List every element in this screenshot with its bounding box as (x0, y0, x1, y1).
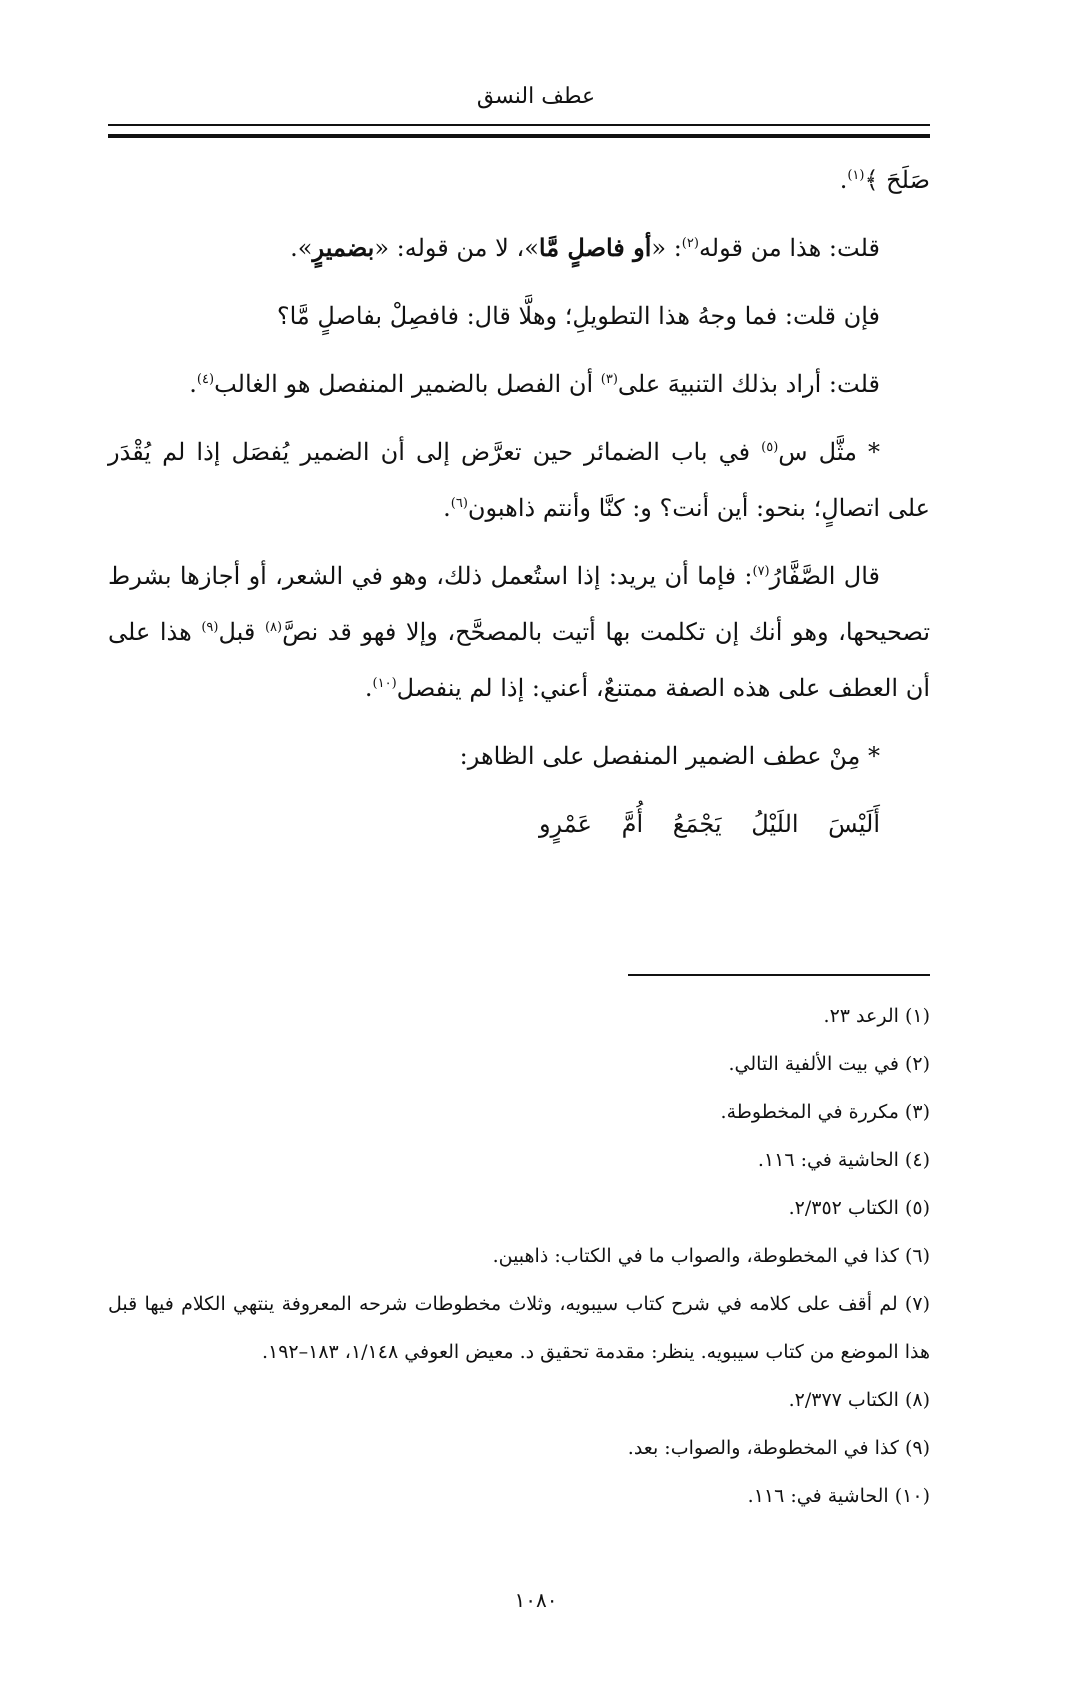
main-text (108, 152, 930, 864)
footnote: (٨) الكتاب ٢/٣٧٧. (788, 1389, 930, 1411)
footnote-ref: (١) (847, 168, 865, 183)
footnote-ref: (٤) (196, 372, 215, 387)
bold-quote: بضميرٍ (312, 233, 375, 262)
footnote: (٤) الحاشية في: ١١٦. (757, 1149, 930, 1171)
bold-quote: أو فاصلٍ مَّا (538, 233, 652, 262)
paragraph-2: فإن قلت: فما وجهُ هذا التطويلِ؛ وهلَّا قال: فافصِلْ بفاصلٍ مَّا؟ (276, 302, 880, 330)
running-title: عطف النسق (476, 84, 596, 109)
footnote: (٧) لم أقف على كلامه في شرح كتاب سيبويه، وثلاث مخطوطات شرحه المعروفة ينتهي الكلام فيها قبل هذا الموضع من كتاب سيبويه. ينظر: مقدمة تحقيق د. معيض العوفي ١/١٤٨، ١٨٣–١٩٢. (108, 1293, 930, 1363)
paragraph-4: * مثَّل س$^{(٥)}$ في باب الضمائر حين تعرَّض إلى أن الضمير يُفصَل إذا لم يُقْدَر على اتصالٍ؛ بنحو: أين أنت؟ و: كنَّا وأنتم ذاهبون$^{(٦)}$. (108, 438, 930, 522)
footnote: (١) الرعد ٢٣. (823, 1005, 930, 1027)
header-rule-thick (108, 134, 930, 138)
footnote: (٢) في بيت الألفية التالي. (728, 1053, 930, 1075)
paragraph-3: قلت: أراد بذلك التنبيهَ على$^{(٣)}$ أن الفصل بالضمير المنفصل هو الغالب$^{(٤)}$. (189, 370, 880, 398)
footnote-ref: (٣) (600, 372, 618, 387)
footnotes (108, 992, 930, 1520)
paragraph-1: قلت: هذا من قوله$^{(٢)}$: «أو فاصلٍ مَّا»، لا من قوله: «بضميرٍ». (290, 233, 880, 262)
footnote: (٣) مكررة في المخطوطة. (720, 1101, 930, 1123)
footnote-ref: (٩) (201, 620, 219, 635)
footnote: (٦) كذا في المخطوطة، والصواب ما في الكتاب: ذاهبين. (492, 1245, 930, 1267)
paragraph-0: صَلَحَ ﴾$^{(١)}$. (839, 166, 930, 194)
poetry-verse: أَلَيْسَ اللَيْلُ يَجْمَعُ أُمَّ عَمْرٍو (538, 810, 880, 838)
paragraph-5: قال الصَّفَّارُ$^{(٧)}$: فإما أن يريد: إذا استُعمل ذلك، وهو في الشعر، أو أجازها بشرط تصحيحها، وهو أنك إن تكلمت بها أتيت بالمصحَّح، وإلا فهو قد نصَّ$^{(٨)}$ قبل$^{(٩)}$ هذا على أن العطف على هذه الصفة ممتنعٌ، أعني: إذا لم ينفصل$^{(١٠)}$. (108, 562, 930, 702)
footnote: (٥) الكتاب ٢/٣٥٢. (788, 1197, 930, 1219)
footnote: (١٠) الحاشية في: ١١٦. (747, 1485, 930, 1507)
paragraph-6: * مِنْ عطف الضمير المنفصل على الظاهر: (459, 742, 880, 770)
footnote-ref: (١٠) (372, 676, 397, 691)
footnote: (٩) كذا في المخطوطة، والصواب: بعد. (627, 1437, 930, 1459)
footnote-ref: (٢) (681, 236, 699, 251)
footnote-ref: (٧) (752, 564, 770, 579)
footnote-separator (628, 974, 930, 976)
page-number: ١٠٨٠ (514, 1588, 558, 1612)
footnote-ref: (٥) (761, 440, 779, 455)
header-rule-thin (108, 124, 930, 126)
footnote-ref: (٦) (450, 496, 468, 511)
footnote-ref: (٨) (264, 620, 283, 635)
